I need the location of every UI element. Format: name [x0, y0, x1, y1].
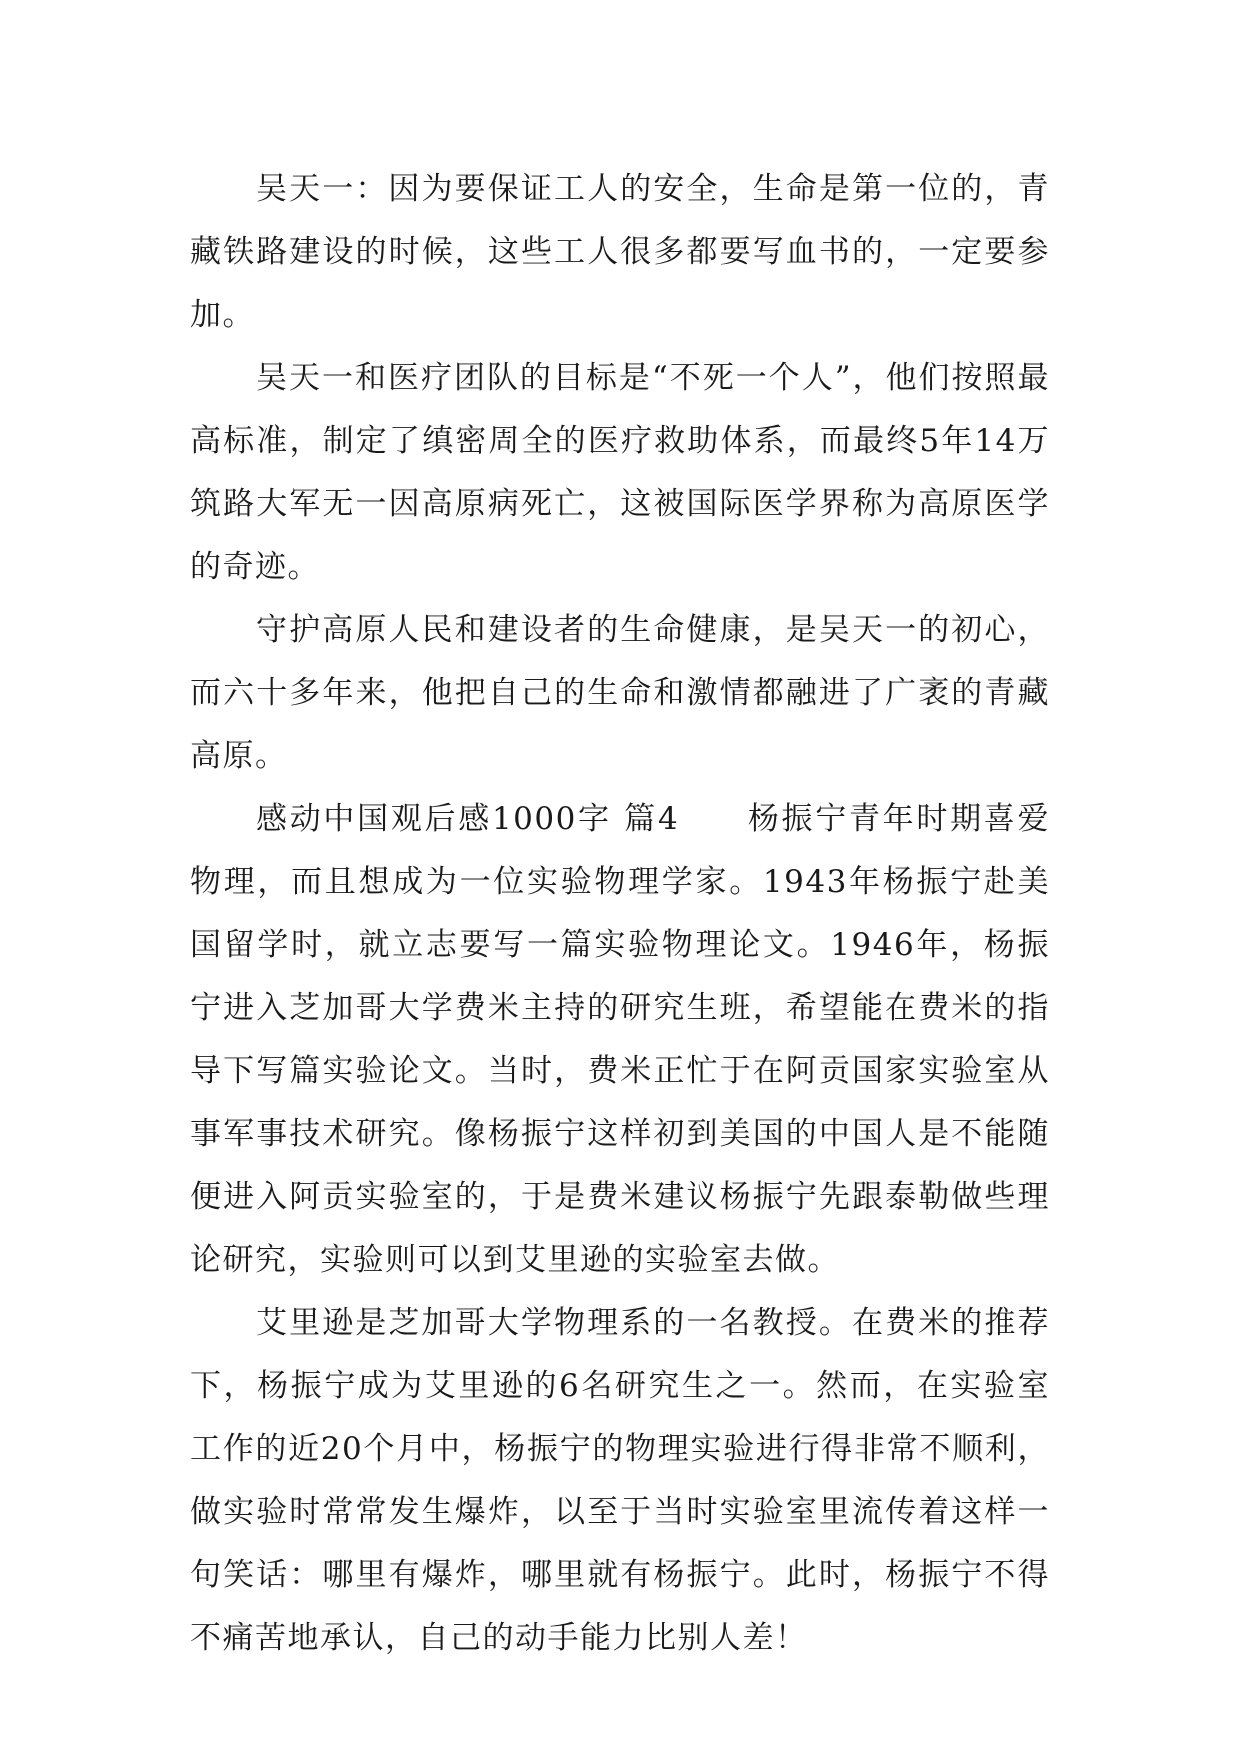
paragraph-1: 吴天一：因为要保证工人的安全，生命是第一位的，青藏铁路建设的时候，这些工人很多都要写血书的，一定要参加。 [190, 171, 1050, 333]
paragraph-5: 艾里逊是芝加哥大学物理系的一名教授。在费米的推荐下，杨振宁成为艾里逊的6名研究生之一。然而，在实验室工作的近20个月中，杨振宁的物理实验进行得非常不顺利，做实验时常常发生爆炸，以至于当时实验室里流传着这样一句笑话：哪里有爆炸，哪里就有杨振宁。此时，杨振宁不得不痛苦地承认，自己的动手能力比别人差！ [190, 1305, 1050, 1656]
paragraph-3: 守护高原人民和建设者的生命健康，是吴天一的初心，而六十多年来，他把自己的生命和激情都融进了广袤的青藏高原。 [190, 612, 1050, 774]
paragraph-4: 感动中国观后感1000字 篇4 杨振宁青年时期喜爱物理，而且想成为一位实验物理学家。1943年杨振宁赴美国留学时，就立志要写一篇实验物理论文。1946年，杨振宁进入芝加哥大学费米主持的研究生班，希望能在费米的指导下写篇实验论文。当时，费米正忙于在阿贡国家实验室从事军事技术研究。像杨振宁这样初到美国的中国人是不能随便进入阿贡实验室的，于是费米建议杨振宁先跟泰勒做些理论研究，实验则可以到艾里逊的实验室去做。 [190, 801, 1050, 1278]
paragraph-2: 吴天一和医疗团队的目标是“不死一个人”，他们按照最高标准，制定了缜密周全的医疗救助体系，而最终5年14万筑路大军无一因高原病死亡，这被国际医学界称为高原医学的奇迹。 [190, 360, 1050, 585]
document-body [190, 158, 1050, 1670]
